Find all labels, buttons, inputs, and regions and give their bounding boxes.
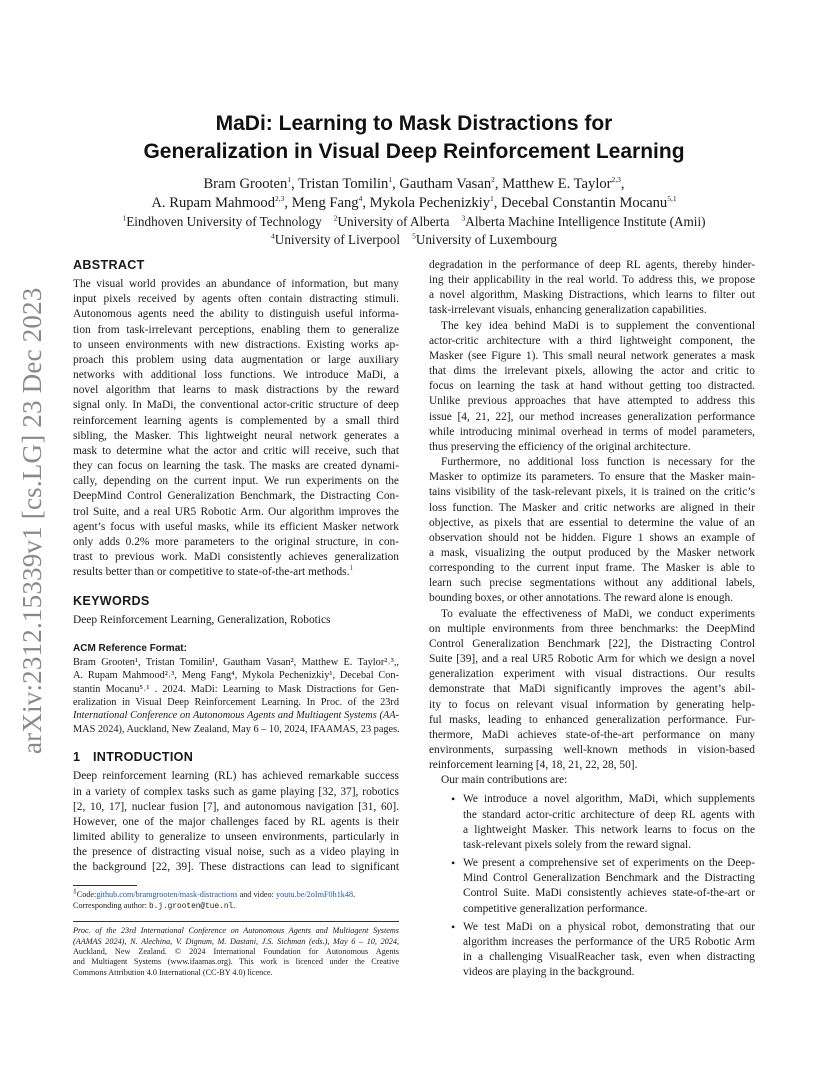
affil-mark: 1	[490, 194, 494, 204]
author-list	[80, 175, 748, 213]
body-line: bounding boxes, or other annotations. The reward alone is enough.	[429, 592, 734, 605]
section-title: INTRODUCTION	[93, 750, 194, 765]
author-separator: ,	[620, 176, 625, 192]
bullet-line: in a challenging VisualReacher task, even when distracting	[463, 951, 755, 964]
acm-line: MAS 2024), Auckland, New Zealand, May 6 – 10, 2024, IFAAMAS, 23 pages.	[73, 723, 400, 735]
abstract-line: Autonomous agents need the ability to distinguish useful informa-	[73, 308, 399, 321]
bullet-line: algorithm increases the performance of the UR5 Robotic Arm	[463, 935, 755, 948]
body-line: Masker to optimize its parameters. To ensure that the Masker main-	[429, 471, 755, 484]
abstract-last-line	[73, 565, 399, 580]
right-column	[429, 258, 755, 983]
body-line: demonstrate that MaDi significantly improves the agent’s abil-	[429, 683, 755, 696]
affil-mark: 2,3	[611, 175, 621, 185]
footnote-ref[interactable]: 1	[349, 563, 354, 573]
author-email[interactable]: b.j.grooten@tue.nl	[148, 902, 234, 911]
abstract-line: reinforcement learning agents is complemented by a small third	[73, 414, 399, 427]
affil-mark: 5	[412, 231, 416, 241]
arxiv-identifier-stamp: arXiv:2312.15339v1 [cs.LG] 23 Dec 2023	[17, 287, 47, 755]
copyright-line: Auckland, New Zealand. © 2024 International Foundation for Autonomous Agents	[73, 947, 399, 957]
intro-line: However, one of the major challenges faced by RL agents is their	[73, 815, 399, 828]
affil-mark: 4	[358, 194, 363, 204]
copyright-line: (AAMAS 2024), N. Alechina, V. Dignum, M. Dastani, J.S. Sichman (eds.), May 6 – 10, 2024,	[73, 936, 399, 946]
abstract-heading: ABSTRACT	[73, 258, 145, 272]
bullet-line: task-relevant pixels solely from the reward signal.	[463, 838, 692, 851]
author-name: A. Rupam Mahmood	[151, 195, 276, 211]
body-line: learn such precise segmentations without any additional labels,	[429, 577, 755, 590]
body-line: a mask, visualizing the output produced by the Masker network	[429, 546, 755, 559]
bullet-line: competitive generalization performance.	[463, 902, 648, 915]
copyright-line: Proc. of the 23rd International Conference on Autonomous Agents and Multiagent Systems	[73, 926, 399, 936]
abstract-line: DeepMind Control Generalization Benchmark, the Distracting Con-	[73, 490, 399, 503]
body-line: ful masks, leading to enhanced generalization performance. Fur-	[429, 713, 755, 726]
affiliation: University of Alberta	[337, 214, 450, 229]
paragraph-2	[429, 319, 755, 455]
author-name: , Matthew E. Taylor	[494, 176, 612, 192]
body-line: ing their applicability in the real world. To address this, we propose	[429, 274, 755, 287]
author-name: , Gautham Vasan	[392, 176, 492, 192]
body-line: focus on learning the task at hand without getting too distracted.	[429, 380, 755, 393]
bullet-line: the standard actor-critic architecture of deep RL agents with	[463, 808, 755, 821]
abstract-body	[73, 277, 399, 580]
acm-line: A. Rupam Mahmood²˒³, Meng Fang⁴, Mykola Pechenizkiy¹, Decebal Con-	[73, 670, 399, 682]
bullet-line: Mind Control Generalization Benchmark and the Distracting	[463, 872, 755, 885]
abstract-line: results better than or competitive to state-of-the-art methods.	[73, 566, 350, 579]
footnote-label: and video:	[237, 890, 276, 900]
title-line-2: Generalization in Visual Deep Reinforcement Learning	[143, 140, 685, 163]
body-line: while introducing minimal overhead in terms of model parameters,	[429, 425, 755, 438]
intro-line: in a variety of complex tasks such as game playing [32, 37], robotics	[73, 785, 399, 798]
abstract-line: agent’s focus with useful masks, while its efficient Masker network	[73, 520, 399, 533]
affiliation-line-2	[80, 231, 748, 249]
bullet-line: • We present a comprehensive set of experiments on the Deep-	[463, 857, 755, 870]
author-name: , Decebal Constantin Mocanu	[493, 195, 668, 211]
body-line: thermore, MaDi achieves state-of-the-art performance on many	[429, 728, 755, 741]
body-line: Furthermore, no additional loss function is necessary for the	[441, 456, 755, 469]
list-item	[451, 920, 755, 981]
title-line-1: MaDi: Learning to Mask Distractions for	[215, 112, 613, 135]
paragraph-4	[429, 607, 755, 774]
footnote-mark: 1	[73, 886, 77, 896]
keywords-heading: KEYWORDS	[73, 594, 150, 609]
list-item	[451, 792, 755, 853]
copyright-rule	[73, 921, 399, 922]
acm-line: eralization in Visual Deep Reinforcement Learning. In Proc. of the 23rd	[73, 696, 399, 708]
abstract-line: signal only. In MaDi, the conventional actor-critic structure of deep	[73, 399, 399, 412]
body-line: loss function. The Masker and critic networks are aligned in their	[429, 501, 755, 514]
abstract-line: they can focus on learning the task. The masks are created dynami-	[73, 460, 399, 473]
abstract-line: proach this problem using data augmentation or large auxiliary	[73, 353, 399, 366]
contributions-list	[451, 792, 755, 980]
bullet-line: • We test MaDi on a physical robot, demonstrating that our	[463, 920, 755, 933]
affiliation: Alberta Machine Intelligence Institute (Amii)	[465, 214, 706, 229]
bullet-line: videos are playing in the background.	[463, 966, 635, 979]
body-line: a novel algorithm, Masking Distractions, which learns to filter out	[429, 289, 755, 302]
contributions-intro: Our main contributions are:	[441, 774, 568, 787]
body-line: issue [4, 21, 22], our method increases generalization performance	[429, 410, 755, 423]
affiliation-line-1	[80, 213, 748, 231]
affiliation-list	[80, 213, 748, 249]
body-line: tains visibility of the task-relevant pixels, it is trained on the critic’s	[429, 486, 755, 499]
body-line: that dims the irrelevant pixels, allowing the actor and critic to	[429, 365, 755, 378]
intro-body	[73, 769, 399, 875]
code-link[interactable]: github.com/bramgrooten/mask-distractions	[96, 890, 238, 900]
paragraph-1	[429, 258, 755, 319]
paper-title	[100, 110, 728, 166]
footnote-label: Code:	[76, 890, 97, 900]
body-line: thus preserving the efficiency of the original architecture.	[429, 440, 691, 453]
author-line-2	[80, 194, 748, 213]
affil-mark: 5,1	[667, 194, 677, 204]
affil-mark: 4	[271, 231, 275, 241]
affil-mark: 2,3	[275, 194, 285, 204]
abstract-line: trast to previous work. MaDi consistently achieves generalization	[73, 550, 399, 563]
body-line: corresponding to the current input frame. The Masker is able to	[429, 562, 755, 575]
abstract-line: cally, depending on the current input. We run experiments on the	[73, 475, 399, 488]
footnote-code-line	[73, 886, 399, 900]
body-line: observation should not be hidden. Figure 1 shows an example of	[429, 531, 755, 544]
body-line: The key idea behind MaDi is to supplement the conventional	[441, 319, 755, 332]
intro-line: Deep reinforcement learning (RL) has achieved remarkable success	[73, 770, 399, 783]
affiliation: Eindhoven University of Technology	[126, 214, 322, 229]
affil-mark: 1	[122, 213, 127, 223]
list-item	[451, 856, 755, 917]
copyright-line: and Multiagent Systems (www.ifaamas.org). This work is licenced under the Creative	[73, 957, 399, 967]
affiliation: University of Liverpool	[274, 232, 401, 247]
author-name: , Mykola Pechenizkiy	[362, 195, 491, 211]
bullet-line: a lightweight Masker. This network learns to focus on the	[463, 823, 755, 836]
footnote-punct: .	[233, 900, 236, 910]
author-name: , Meng Fang	[284, 195, 359, 211]
abstract-line: tion from task-irrelevant perceptions, enabling them to generalize	[73, 323, 399, 336]
body-line: Suite [39], and a real UR5 Robotic Arm for which we design a novel	[429, 653, 755, 666]
left-column	[73, 258, 399, 978]
abstract-line: trol Suite, and a real UR5 Robotic Arm. Our algorithm improves the	[73, 505, 399, 518]
author-line-1	[80, 175, 748, 194]
intro-line: the background [22, 39]. These distractions can lead to significant	[73, 861, 399, 874]
keywords-text: Deep Reinforcement Learning, Generalization, Robotics	[73, 614, 331, 627]
copyright-line: Commons Attribution 4.0 International (CC-BY 4.0) licence.	[73, 967, 273, 977]
intro-line: [2, 10, 17], nuclear fusion [7], and autonomous navigation [31, 60].	[73, 800, 399, 813]
body-line: actor-critic architecture with a third lightweight component, the	[429, 334, 755, 347]
acm-reference-text	[73, 656, 399, 736]
affil-mark: 1	[287, 175, 292, 185]
acm-line: International Conference on Autonomous Agents and Multiagent Systems (AA-	[73, 710, 399, 722]
body-line: objective, as pixels that are essential to determine the value of an	[429, 516, 755, 529]
author-name: , Tristan Tomilin	[291, 176, 389, 192]
affil-mark: 2	[333, 213, 338, 223]
bullet-line: • We introduce a novel algorithm, MaDi, which supplements	[463, 793, 755, 806]
intro-heading	[73, 750, 399, 765]
intro-line: the presence of distracting visual noise, such as a video playing in	[73, 846, 399, 859]
author-name: Bram Grooten	[203, 176, 288, 192]
abstract-line: input pixels received by agents often contain distracting stimuli.	[73, 293, 399, 306]
footnote-punct: .	[353, 890, 356, 900]
acm-line: stantin Mocanu⁵˒¹ . 2024. MaDi: Learning to Mask Distractions for Gen-	[73, 683, 399, 695]
abstract-line: The visual world provides an abundance of information, but many	[73, 278, 399, 291]
abstract-line: sibling, the Masker. This lightweight neural network generates a	[73, 429, 399, 442]
acm-line: Bram Grooten¹, Tristan Tomilin¹, Gautham Vasan², Matthew E. Taylor²˒³,,	[73, 656, 399, 668]
body-line: Unlike previous approaches that have attempted to address this	[429, 395, 755, 408]
body-line: degradation in the performance of deep RL agents, thereby hinder-	[429, 259, 755, 271]
affiliation: University of Luxembourg	[415, 232, 557, 247]
body-line: reinforcement learning [4, 18, 21, 22, 28, 50].	[429, 759, 638, 772]
video-link[interactable]: youtu.be/2oImF0h1k48	[275, 890, 354, 900]
paragraph-3	[429, 455, 755, 607]
affil-mark: 1	[388, 175, 393, 185]
footnote-label: Corresponding author:	[73, 900, 149, 910]
body-line: To evaluate the effectiveness of MaDi, we conduct experiments	[441, 607, 755, 620]
footnote-author-line	[73, 901, 399, 912]
footnote	[73, 886, 399, 912]
intro-line: limited ability to generalize to unseen environments, particularly in	[73, 830, 399, 843]
body-line: task-irrelevant visuals, enhancing generalization capabilities.	[429, 304, 707, 317]
acm-reference-label: ACM Reference Format:	[73, 642, 187, 654]
copyright-block	[73, 926, 399, 978]
body-line: Masker (see Figure 1). This small neural network generates a mask	[429, 349, 755, 362]
affil-mark: 2	[491, 175, 495, 185]
section-number: 1	[73, 750, 81, 765]
body-line: generalization experiment with visual distractions. Our results	[429, 668, 755, 681]
bullet-line: Control Suite. MaDi consistently achieves state-of-the-art or	[463, 887, 755, 900]
abstract-line: to unseen environments with new distractions. Existing works ap-	[73, 338, 399, 351]
body-line: on multiple environments from three benchmarks: the DeepMind	[429, 622, 755, 635]
abstract-line: novel algorithm that learns to mask distractions by the reward	[73, 384, 399, 397]
body-line: Control Generalization Benchmark [22], the Distracting Control	[429, 637, 755, 650]
footnote-rule	[73, 885, 137, 886]
abstract-line: networks with additional loss functions. We introduce MaDi, a	[73, 369, 399, 382]
body-line: ity to focus on relevant visual information by generating help-	[429, 698, 755, 711]
affil-mark: 3	[461, 213, 466, 223]
abstract-line: mask to determine what the actor and critic will receive, such that	[73, 444, 399, 457]
abstract-line: only adds 0.2% more parameters to the original structure, in con-	[73, 535, 399, 548]
body-line: environments, surpassing well-known methods in vision-based	[429, 744, 755, 756]
